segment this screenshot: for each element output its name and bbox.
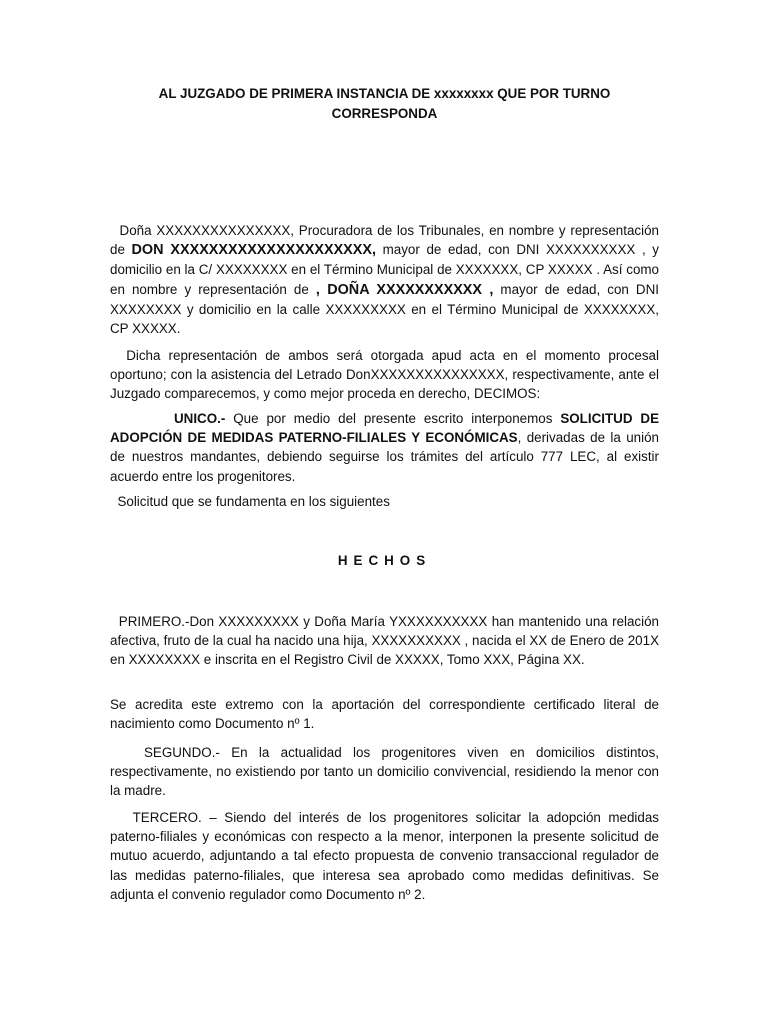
segundo-text: SEGUNDO.- En la actualidad los progenitores viven en domicilios distintos, respectivamente, no existiendo por tanto un domicilio convivencial, residiendo la menor con la madre. (110, 745, 659, 799)
acredita-text: Se acredita este extremo con la aportación del correspondiente certificado literal de nacimiento como Documento nº 1. (110, 697, 659, 732)
intro-paragraph (110, 221, 659, 338)
intro-text-1: Doña XXXXXXXXXXXXXXX, Procuradora de los Tribunales, en nombre y representación de (110, 223, 659, 258)
document-title (110, 84, 659, 124)
acredita-paragraph (110, 695, 659, 733)
unico-text-2: , derivadas de la unión de nuestros mandantes, debiendo seguirse los trámites del artículo 777 LEC, al existir acuerdo entre los progenitores. (110, 430, 659, 484)
segundo-paragraph (110, 743, 659, 801)
dona-name: , DOÑA XXXXXXXXXXX , (315, 281, 494, 298)
hechos-heading: HECHOS (337, 553, 432, 568)
tercero-text: TERCERO. – Siendo del interés de los progenitores solicitar la adopción medidas paterno-filiales y económicas con respecto a la menor, interponen la presente solicitud de mutuo acuerdo, adjuntando a tal efecto propuesta de convenio transaccional regulador de las medidas paterno-filiales, que interesa sea aprobado como medidas definitivas. Se adjunta el convenio regulador como Documento nº 2. (110, 810, 659, 902)
document-page (110, 0, 659, 1024)
fundamento-paragraph (110, 492, 659, 511)
unico-paragraph (110, 409, 659, 486)
primero-paragraph (110, 612, 659, 670)
intro-text-3: mayor de edad, con DNI XXXXXXXX y domicilio en la calle XXXXXXXXX en el Término Municipal de XXXXXXXX, CP XXXXX. (110, 281, 659, 337)
representation-paragraph (110, 346, 659, 404)
tercero-paragraph (110, 808, 659, 904)
primero-text: PRIMERO.-Don XXXXXXXXX y Doña María YXXXXXXXXXX han mantenido una relación afectiva, fruto de la cual ha nacido una hija, XXXXXXXXXX , nacida el XX de Enero de 201X en XXXXXXXX e inscrita en el Registro Civil de XXXXX, Tomo XXX, Página XX. (110, 614, 659, 668)
title-line-2: CORRESPONDA (331, 106, 438, 121)
unico-text-1: Que por medio del presente escrito interponemos (225, 411, 561, 426)
solicitud-title: SOLICITUD DE ADOPCIÓN DE MEDIDAS PATERNO-FILIALES Y ECONÓMICAS (110, 411, 660, 446)
intro-text-2: mayor de edad, con DNI XXXXXXXXXX , y domicilio en la C/ XXXXXXXX en el Término Municipal de XXXXXXX, CP XXXXX . Así como en nombre y representación de (110, 242, 659, 297)
unico-label: UNICO.- (174, 411, 226, 426)
representation-text: Dicha representación de ambos será otorgada apud acta en el momento procesal oportuno; con la asistencia del Letrado DonXXXXXXXXXXXXXXX, respectivamente, ante el Juzgado comparecemos, y como mejor proceda en derecho, DECIMOS: (110, 348, 659, 402)
title-line-1: AL JUZGADO DE PRIMERA INSTANCIA DE xxxxxxxx QUE POR TURNO (158, 86, 611, 101)
fundamento-text: Solicitud que se fundamenta en los siguientes (117, 494, 390, 509)
don-name: DON XXXXXXXXXXXXXXXXXXXXX, (131, 242, 376, 259)
